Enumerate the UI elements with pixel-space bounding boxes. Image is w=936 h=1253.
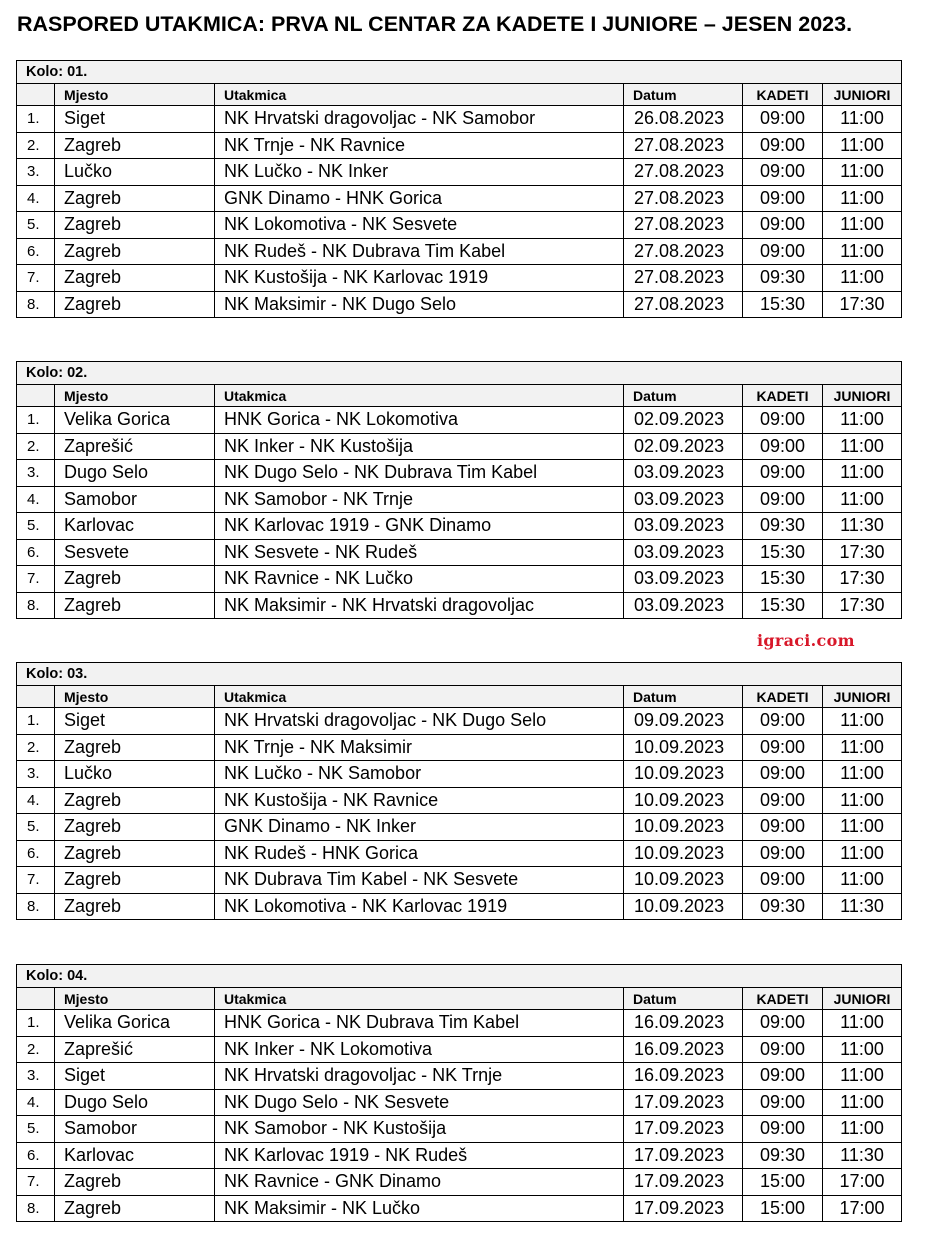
kadeti-time: 09:00: [743, 460, 823, 487]
kadeti-time: 15:30: [743, 592, 823, 619]
table-row: [17, 407, 902, 434]
kadeti-time: 09:00: [743, 840, 823, 867]
column-header-mjesto: Mjesto: [55, 686, 215, 708]
match-venue: Siget: [55, 708, 215, 735]
table-row: [17, 185, 902, 212]
match-number: 1.: [17, 1010, 55, 1037]
match-date: 10.09.2023: [624, 893, 743, 920]
kadeti-time: 09:00: [743, 212, 823, 239]
match-number: 4.: [17, 486, 55, 513]
column-header-kadeti: KADETI: [743, 84, 823, 106]
match-teams: NK Hrvatski dragovoljac - NK Dugo Selo: [215, 708, 624, 735]
match-venue: Zagreb: [55, 734, 215, 761]
match-number: 8.: [17, 592, 55, 619]
match-number: 7.: [17, 1169, 55, 1196]
column-header-juniori: JUNIORI: [823, 385, 902, 407]
match-date: 03.09.2023: [624, 592, 743, 619]
match-teams: NK Karlovac 1919 - GNK Dinamo: [215, 513, 624, 540]
juniori-time: 11:00: [823, 185, 902, 212]
column-header-datum: Datum: [624, 385, 743, 407]
match-teams: NK Hrvatski dragovoljac - NK Samobor: [215, 106, 624, 133]
match-date: 10.09.2023: [624, 787, 743, 814]
match-venue: Zagreb: [55, 238, 215, 265]
match-teams: NK Inker - NK Lokomotiva: [215, 1036, 624, 1063]
match-teams: NK Lokomotiva - NK Karlovac 1919: [215, 893, 624, 920]
match-teams: HNK Gorica - NK Dubrava Tim Kabel: [215, 1010, 624, 1037]
table-row: [17, 265, 902, 292]
table-row: [17, 1089, 902, 1116]
match-date: 27.08.2023: [624, 212, 743, 239]
match-venue: Zagreb: [55, 1195, 215, 1222]
column-header-utakmica: Utakmica: [215, 385, 624, 407]
match-date: 09.09.2023: [624, 708, 743, 735]
column-header-number: [17, 385, 55, 407]
table-row: [17, 460, 902, 487]
column-header-mjesto: Mjesto: [55, 385, 215, 407]
juniori-time: 17:30: [823, 291, 902, 318]
table-row: [17, 539, 902, 566]
match-teams: NK Kustošija - NK Ravnice: [215, 787, 624, 814]
match-number: 7.: [17, 867, 55, 894]
match-venue: Dugo Selo: [55, 1089, 215, 1116]
round-label: Kolo: 01.: [17, 61, 902, 84]
kadeti-time: 09:00: [743, 185, 823, 212]
match-number: 6.: [17, 1142, 55, 1169]
match-date: 10.09.2023: [624, 734, 743, 761]
kadeti-time: 09:00: [743, 106, 823, 133]
kadeti-time: 09:00: [743, 1116, 823, 1143]
match-venue: Zagreb: [55, 185, 215, 212]
match-date: 27.08.2023: [624, 238, 743, 265]
juniori-time: 11:30: [823, 513, 902, 540]
table-row: [17, 291, 902, 318]
kadeti-time: 09:00: [743, 1063, 823, 1090]
juniori-time: 11:30: [823, 893, 902, 920]
match-venue: Zagreb: [55, 814, 215, 841]
kadeti-time: 09:00: [743, 787, 823, 814]
kadeti-time: 09:00: [743, 486, 823, 513]
match-number: 5.: [17, 814, 55, 841]
match-date: 17.09.2023: [624, 1195, 743, 1222]
round-label: Kolo: 04.: [17, 965, 902, 988]
round-label: Kolo: 03.: [17, 663, 902, 686]
match-number: 3.: [17, 1063, 55, 1090]
match-venue: Zagreb: [55, 592, 215, 619]
match-number: 2.: [17, 433, 55, 460]
match-venue: Zagreb: [55, 265, 215, 292]
match-venue: Zagreb: [55, 132, 215, 159]
match-number: 3.: [17, 159, 55, 186]
match-venue: Siget: [55, 1063, 215, 1090]
match-teams: NK Maksimir - NK Hrvatski dragovoljac: [215, 592, 624, 619]
match-number: 6.: [17, 539, 55, 566]
match-number: 1.: [17, 106, 55, 133]
match-number: 1.: [17, 407, 55, 434]
match-teams: NK Karlovac 1919 - NK Rudeš: [215, 1142, 624, 1169]
round-table: [16, 361, 902, 619]
match-venue: Zagreb: [55, 566, 215, 593]
match-date: 17.09.2023: [624, 1089, 743, 1116]
kadeti-time: 09:00: [743, 159, 823, 186]
match-date: 10.09.2023: [624, 840, 743, 867]
match-date: 16.09.2023: [624, 1063, 743, 1090]
match-venue: Velika Gorica: [55, 407, 215, 434]
match-date: 27.08.2023: [624, 185, 743, 212]
column-header-juniori: JUNIORI: [823, 686, 902, 708]
juniori-time: 11:00: [823, 159, 902, 186]
match-teams: NK Hrvatski dragovoljac - NK Trnje: [215, 1063, 624, 1090]
table-row: [17, 840, 902, 867]
column-header-utakmica: Utakmica: [215, 84, 624, 106]
kadeti-time: 09:00: [743, 1089, 823, 1116]
match-venue: Lučko: [55, 761, 215, 788]
juniori-time: 11:00: [823, 433, 902, 460]
kadeti-time: 15:00: [743, 1169, 823, 1196]
match-teams: NK Dugo Selo - NK Dubrava Tim Kabel: [215, 460, 624, 487]
kadeti-time: 09:30: [743, 265, 823, 292]
juniori-time: 11:00: [823, 212, 902, 239]
juniori-time: 11:00: [823, 1036, 902, 1063]
column-header-utakmica: Utakmica: [215, 988, 624, 1010]
match-date: 10.09.2023: [624, 761, 743, 788]
column-header-number: [17, 84, 55, 106]
match-venue: Velika Gorica: [55, 1010, 215, 1037]
match-number: 2.: [17, 1036, 55, 1063]
match-date: 03.09.2023: [624, 539, 743, 566]
match-date: 03.09.2023: [624, 513, 743, 540]
match-date: 26.08.2023: [624, 106, 743, 133]
match-number: 7.: [17, 566, 55, 593]
table-row: [17, 106, 902, 133]
table-row: [17, 1010, 902, 1037]
match-teams: NK Maksimir - NK Lučko: [215, 1195, 624, 1222]
match-teams: NK Rudeš - NK Dubrava Tim Kabel: [215, 238, 624, 265]
match-number: 2.: [17, 132, 55, 159]
column-header-number: [17, 988, 55, 1010]
column-header-number: [17, 686, 55, 708]
table-row: [17, 1142, 902, 1169]
kadeti-time: 09:00: [743, 238, 823, 265]
kadeti-time: 09:00: [743, 407, 823, 434]
column-header-datum: Datum: [624, 84, 743, 106]
match-venue: Zagreb: [55, 787, 215, 814]
match-teams: NK Maksimir - NK Dugo Selo: [215, 291, 624, 318]
juniori-time: 11:00: [823, 1089, 902, 1116]
juniori-time: 11:00: [823, 1010, 902, 1037]
table-row: [17, 867, 902, 894]
kadeti-time: 09:00: [743, 867, 823, 894]
table-row: [17, 513, 902, 540]
table-row: [17, 159, 902, 186]
table-row: [17, 433, 902, 460]
round-table: [16, 964, 902, 1222]
table-row: [17, 486, 902, 513]
match-teams: NK Dugo Selo - NK Sesvete: [215, 1089, 624, 1116]
match-date: 27.08.2023: [624, 291, 743, 318]
juniori-time: 11:00: [823, 787, 902, 814]
match-number: 5.: [17, 212, 55, 239]
column-header-mjesto: Mjesto: [55, 988, 215, 1010]
match-number: 5.: [17, 513, 55, 540]
kadeti-time: 09:30: [743, 893, 823, 920]
match-venue: Lučko: [55, 159, 215, 186]
match-teams: NK Lučko - NK Inker: [215, 159, 624, 186]
table-row: [17, 893, 902, 920]
match-teams: NK Ravnice - GNK Dinamo: [215, 1169, 624, 1196]
juniori-time: 11:00: [823, 486, 902, 513]
match-venue: Sesvete: [55, 539, 215, 566]
match-date: 02.09.2023: [624, 407, 743, 434]
match-teams: NK Ravnice - NK Lučko: [215, 566, 624, 593]
kadeti-time: 15:30: [743, 291, 823, 318]
page-title: RASPORED UTAKMICA: PRVA NL CENTAR ZA KADETE I JUNIORE – JESEN 2023.: [17, 12, 853, 36]
match-number: 1.: [17, 708, 55, 735]
column-header-kadeti: KADETI: [743, 988, 823, 1010]
match-date: 27.08.2023: [624, 265, 743, 292]
juniori-time: 11:00: [823, 1063, 902, 1090]
column-header-datum: Datum: [624, 686, 743, 708]
match-teams: NK Kustošija - NK Karlovac 1919: [215, 265, 624, 292]
kadeti-time: 09:00: [743, 814, 823, 841]
match-teams: GNK Dinamo - HNK Gorica: [215, 185, 624, 212]
kadeti-time: 09:00: [743, 433, 823, 460]
match-venue: Zagreb: [55, 840, 215, 867]
match-number: 3.: [17, 761, 55, 788]
match-number: 7.: [17, 265, 55, 292]
juniori-time: 17:30: [823, 566, 902, 593]
match-teams: NK Rudeš - HNK Gorica: [215, 840, 624, 867]
juniori-time: 11:00: [823, 106, 902, 133]
table-row: [17, 1063, 902, 1090]
match-venue: Dugo Selo: [55, 460, 215, 487]
juniori-time: 11:30: [823, 1142, 902, 1169]
match-date: 17.09.2023: [624, 1116, 743, 1143]
match-venue: Zaprešić: [55, 1036, 215, 1063]
match-date: 27.08.2023: [624, 159, 743, 186]
table-row: [17, 238, 902, 265]
column-header-datum: Datum: [624, 988, 743, 1010]
match-date: 17.09.2023: [624, 1169, 743, 1196]
match-date: 16.09.2023: [624, 1036, 743, 1063]
match-venue: Zagreb: [55, 893, 215, 920]
column-header-utakmica: Utakmica: [215, 686, 624, 708]
match-number: 4.: [17, 1089, 55, 1116]
kadeti-time: 09:00: [743, 1036, 823, 1063]
match-date: 10.09.2023: [624, 814, 743, 841]
match-venue: Zagreb: [55, 212, 215, 239]
match-teams: NK Samobor - NK Trnje: [215, 486, 624, 513]
juniori-time: 11:00: [823, 460, 902, 487]
match-venue: Zagreb: [55, 1169, 215, 1196]
match-number: 8.: [17, 291, 55, 318]
match-venue: Samobor: [55, 1116, 215, 1143]
watermark-logo: igraci.com: [757, 631, 855, 650]
match-venue: Karlovac: [55, 513, 215, 540]
juniori-time: 11:00: [823, 407, 902, 434]
match-number: 4.: [17, 787, 55, 814]
kadeti-time: 15:00: [743, 1195, 823, 1222]
juniori-time: 17:00: [823, 1169, 902, 1196]
match-date: 10.09.2023: [624, 867, 743, 894]
match-teams: NK Lučko - NK Samobor: [215, 761, 624, 788]
match-venue: Zaprešić: [55, 433, 215, 460]
match-teams: GNK Dinamo - NK Inker: [215, 814, 624, 841]
match-teams: NK Dubrava Tim Kabel - NK Sesvete: [215, 867, 624, 894]
match-number: 6.: [17, 840, 55, 867]
match-date: 17.09.2023: [624, 1142, 743, 1169]
table-row: [17, 787, 902, 814]
match-teams: NK Samobor - NK Kustošija: [215, 1116, 624, 1143]
round-table: [16, 60, 902, 318]
table-row: [17, 1036, 902, 1063]
juniori-time: 11:00: [823, 265, 902, 292]
kadeti-time: 09:00: [743, 761, 823, 788]
table-row: [17, 734, 902, 761]
table-row: [17, 212, 902, 239]
match-teams: NK Trnje - NK Ravnice: [215, 132, 624, 159]
juniori-time: 11:00: [823, 761, 902, 788]
match-venue: Samobor: [55, 486, 215, 513]
match-date: 03.09.2023: [624, 566, 743, 593]
column-header-kadeti: KADETI: [743, 686, 823, 708]
match-venue: Zagreb: [55, 291, 215, 318]
match-teams: NK Sesvete - NK Rudeš: [215, 539, 624, 566]
round-table: [16, 662, 902, 920]
match-number: 4.: [17, 185, 55, 212]
table-row: [17, 761, 902, 788]
table-row: [17, 708, 902, 735]
table-row: [17, 1116, 902, 1143]
table-row: [17, 592, 902, 619]
table-row: [17, 1169, 902, 1196]
juniori-time: 11:00: [823, 238, 902, 265]
match-venue: Siget: [55, 106, 215, 133]
kadeti-time: 09:00: [743, 708, 823, 735]
kadeti-time: 09:00: [743, 132, 823, 159]
round-label: Kolo: 02.: [17, 362, 902, 385]
match-venue: Zagreb: [55, 867, 215, 894]
column-header-juniori: JUNIORI: [823, 84, 902, 106]
juniori-time: 11:00: [823, 867, 902, 894]
column-header-juniori: JUNIORI: [823, 988, 902, 1010]
match-teams: NK Lokomotiva - NK Sesvete: [215, 212, 624, 239]
match-date: 03.09.2023: [624, 460, 743, 487]
table-row: [17, 814, 902, 841]
kadeti-time: 09:00: [743, 734, 823, 761]
juniori-time: 11:00: [823, 1116, 902, 1143]
table-row: [17, 566, 902, 593]
juniori-time: 11:00: [823, 708, 902, 735]
match-teams: NK Trnje - NK Maksimir: [215, 734, 624, 761]
match-number: 5.: [17, 1116, 55, 1143]
match-number: 8.: [17, 1195, 55, 1222]
match-date: 27.08.2023: [624, 132, 743, 159]
juniori-time: 11:00: [823, 814, 902, 841]
table-row: [17, 132, 902, 159]
match-number: 3.: [17, 460, 55, 487]
juniori-time: 11:00: [823, 132, 902, 159]
kadeti-time: 15:30: [743, 566, 823, 593]
juniori-time: 17:30: [823, 539, 902, 566]
match-teams: HNK Gorica - NK Lokomotiva: [215, 407, 624, 434]
kadeti-time: 09:00: [743, 1010, 823, 1037]
table-row: [17, 1195, 902, 1222]
match-number: 6.: [17, 238, 55, 265]
column-header-mjesto: Mjesto: [55, 84, 215, 106]
kadeti-time: 09:30: [743, 1142, 823, 1169]
match-number: 8.: [17, 893, 55, 920]
match-teams: NK Inker - NK Kustošija: [215, 433, 624, 460]
match-date: 16.09.2023: [624, 1010, 743, 1037]
juniori-time: 11:00: [823, 734, 902, 761]
match-date: 02.09.2023: [624, 433, 743, 460]
match-venue: Karlovac: [55, 1142, 215, 1169]
match-number: 2.: [17, 734, 55, 761]
juniori-time: 17:30: [823, 592, 902, 619]
column-header-kadeti: KADETI: [743, 385, 823, 407]
kadeti-time: 15:30: [743, 539, 823, 566]
kadeti-time: 09:30: [743, 513, 823, 540]
juniori-time: 17:00: [823, 1195, 902, 1222]
match-date: 03.09.2023: [624, 486, 743, 513]
juniori-time: 11:00: [823, 840, 902, 867]
